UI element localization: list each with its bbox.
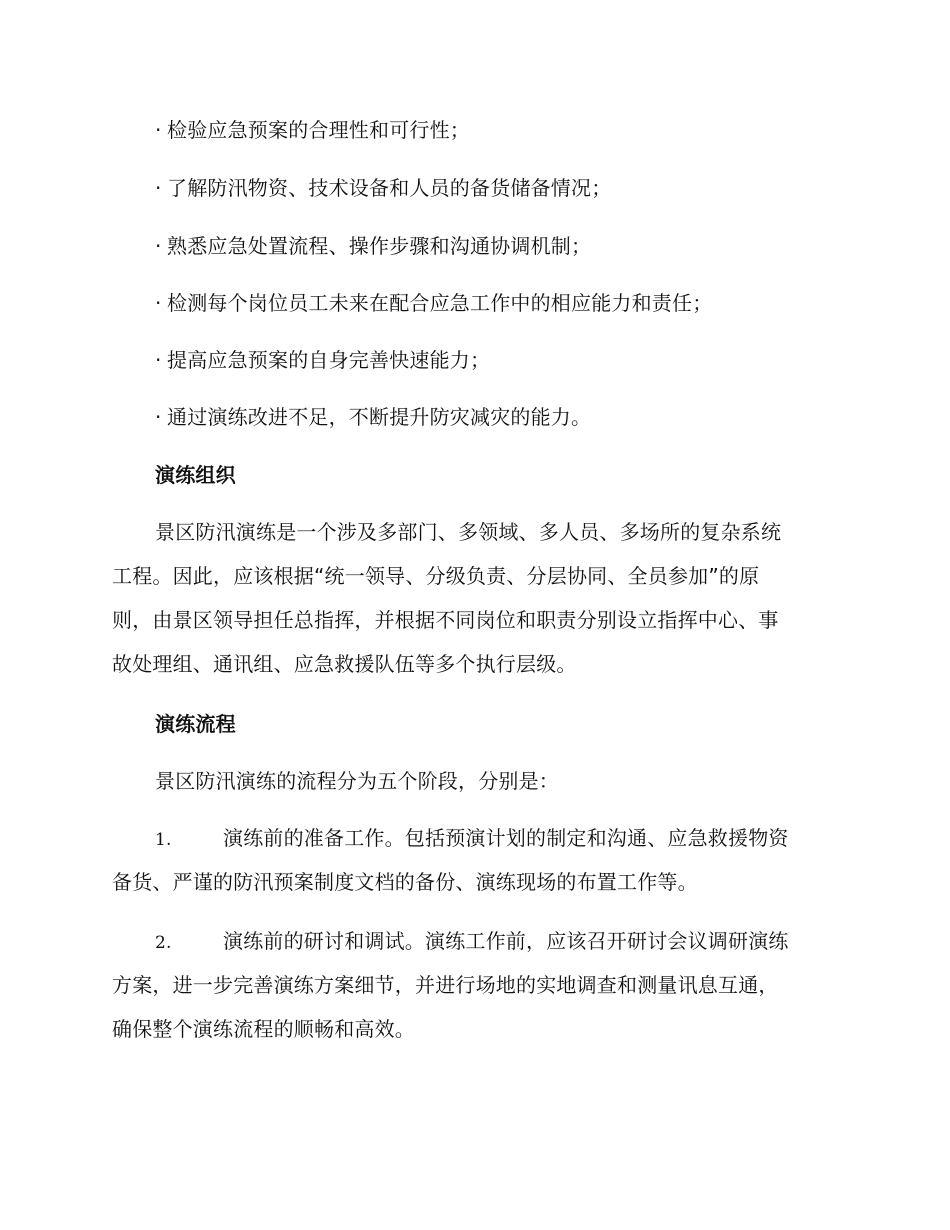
objective-item xyxy=(155,348,490,372)
objective-text: 熟悉应急处置流程、操作步骤和沟通协调机制； xyxy=(167,234,592,258)
section-heading-process: 演练流程 xyxy=(155,712,236,736)
paragraph-line: 则，由景区领导担任总指挥，并根据不同岗位和职责分别设立指挥中心、事 xyxy=(112,608,779,632)
bullet-icon: · xyxy=(155,176,162,200)
step-text: 演练前的研讨和调试。演练工作前，应该召开研讨会议调研演练 xyxy=(223,929,789,953)
objective-item xyxy=(155,118,470,142)
process-step xyxy=(155,929,789,955)
objective-text: 了解防汛物资、技术设备和人员的备货储备情况； xyxy=(167,176,612,200)
paragraph-line: 景区防汛演练是一个涉及多部门、多领域、多人员、多场所的复杂系统 xyxy=(155,520,782,544)
bullet-icon: · xyxy=(155,118,162,142)
objective-item xyxy=(155,176,611,200)
process-step-continuation: 方案，进一步完善演练方案细节，并进行场地的实地调查和测量讯息互通， xyxy=(112,973,779,997)
process-intro: 景区防汛演练的流程分为五个阶段，分别是： xyxy=(155,769,559,793)
step-number: 2. xyxy=(155,933,172,953)
objective-text: 通过演练改进不足，不断提升防灾减灾的能力。 xyxy=(167,405,592,429)
process-step-continuation: 确保整个演练流程的顺畅和高效。 xyxy=(112,1017,415,1041)
objective-text: 提高应急预案的自身完善快速能力； xyxy=(167,348,491,372)
objective-text: 检测每个岗位员工未来在配合应急工作中的相应能力和责任； xyxy=(167,291,713,315)
process-step xyxy=(155,826,789,852)
objective-item xyxy=(155,234,591,258)
objective-item xyxy=(155,405,591,429)
bullet-icon: · xyxy=(155,405,162,429)
step-number: 1. xyxy=(155,830,172,850)
step-text: 演练前的准备工作。包括预演计划的制定和沟通、应急救援物资 xyxy=(223,826,789,850)
section-heading-organization: 演练组织 xyxy=(155,463,236,487)
bullet-icon: · xyxy=(155,291,162,315)
bullet-icon: · xyxy=(155,348,162,372)
paragraph-line: 工程。因此，应该根据“统一领导、分级负责、分层协同、全员参加”的原 xyxy=(112,564,760,588)
paragraph-line: 故处理组、通讯组、应急救援队伍等多个执行层级。 xyxy=(112,652,577,676)
bullet-icon: · xyxy=(155,234,162,258)
process-step-continuation: 备货、严谨的防汛预案制度文档的备份、演练现场的布置工作等。 xyxy=(112,870,698,894)
objective-item xyxy=(155,291,712,315)
objective-text: 检验应急预案的合理性和可行性； xyxy=(167,118,470,142)
